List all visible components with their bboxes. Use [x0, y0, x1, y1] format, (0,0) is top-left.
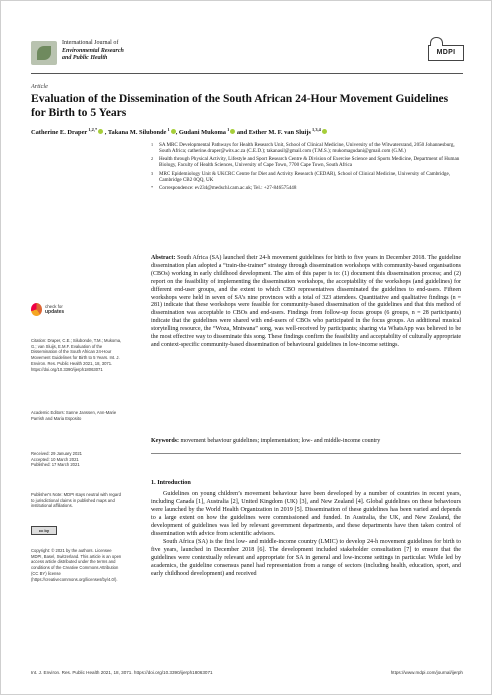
- header-divider: [31, 73, 463, 74]
- affiliation-number: 2: [151, 156, 154, 162]
- section-heading: 1. Introduction: [151, 479, 191, 486]
- citation-block: Citation: Draper, C.E.; Silubonde, T.M.; Mukoma, G.; van Sluijs, E.M.F. Evaluation of the Dissemination of the South African 24-Hour Movement Guidelines for Birth to 5 Years. Int. J. Environ. Res. Public Health 2021, 18, 3071. https://doi.org/10.3390/ijerph18063071: [31, 338, 122, 372]
- article-type: Article: [31, 83, 48, 90]
- academic-editors: Academic Editors: Sanne Janssen, Ann-Marie Parrish and Maria Esposito: [31, 410, 117, 421]
- keywords: [151, 438, 461, 446]
- cc-by-badge: cc by: [31, 526, 57, 535]
- publication-dates: [31, 451, 123, 468]
- journal-name: [62, 40, 262, 63]
- author-list: [31, 126, 461, 137]
- check-updates-line1: check for: [45, 304, 63, 309]
- abstract-divider: [151, 453, 461, 454]
- journal-logo: [31, 41, 57, 65]
- author-name[interactable]: Gudani Mukoma: [178, 129, 226, 137]
- author-affiliation-marker: 1: [166, 127, 170, 132]
- affiliations: [151, 142, 461, 193]
- author-separator: ,: [175, 129, 179, 137]
- check-updates-icon: [31, 303, 42, 316]
- accepted-date: Accepted: 10 March 2021: [31, 456, 79, 462]
- check-for-updates-button[interactable]: [31, 303, 71, 329]
- journal-name-line3: and Public Health: [62, 55, 108, 62]
- check-updates-label: [45, 304, 75, 315]
- keywords-text: movement behaviour guidelines; implementation; low- and middle-income country: [180, 438, 381, 444]
- published-date: Published: 17 March 2021: [31, 462, 80, 468]
- affiliation-text: SA MRC Developmental Pathways for Health Research Unit, School of Clinical Medicine, University of the Witwatersrand, 2050 Johannesburg, South Africa; catherine.draper@wits.ac.za (C.E.D.); takanasil@gmail.com (T.M.S.); mukomagudani@gmail.com (G.M.): [159, 142, 455, 155]
- affiliation-text: Correspondence: ev234@medschl.cam.ac.uk; Tel.: +27-846575448: [159, 185, 297, 192]
- author-separator: ,: [103, 129, 108, 137]
- publisher-note: Publisher's Note: MDPI stays neutral with regard to jurisdictional claims in published maps and institutional affiliations.: [31, 492, 121, 509]
- author-affiliation-marker: 1,3,4: [310, 127, 321, 132]
- affiliation-item: [151, 142, 461, 154]
- paragraph-2: South Africa (SA) is the first low- and middle-income country (LMIC) to develop 24-h movement guidelines for birth to five years, launched in December 2018 [6]. The development included stakeholder consultation [7] to ensure that the guidelines were contextually relevant and appropriate for SA in general and low-income settings in particular. While led by academics, the guideline consensus panel had representation from a range of sectors (including health, education, sport, and early childhood development) and received: [151, 538, 461, 577]
- affiliation-item: [151, 171, 461, 183]
- paper-title: Evaluation of the Dissemination of the South African 24-Hour Movement Guidelines for Birth to 5 Years: [31, 92, 449, 119]
- affiliation-item: [151, 156, 461, 168]
- footer-journal-link[interactable]: https://www.mdpi.com/journal/ijerph: [390, 670, 463, 675]
- abstract-text: South Africa (SA) launched their 24-h movement guidelines for birth to five years in December 2018. The guideline dissemination plan adopted a “train-the-trainer” strategy through dissemination workshops with community-based organisations (CBOs) working in early childhood development. The aim of this paper is to: (1) document this dissemination process; and (2) report on the feasibility of implementing the dissemination workshops, the acceptability of the workshops (and guidelines) for different end-user groups, and the extent to which CBO representatives disseminated the guidelines to end-users. Fifteen workshops were held in seven of SA’s nine provinces with a total of 323 attendees. Quantitative and qualitative findings (n = 281) indicate that these workshops were feasible for community-based dissemination of the guidelines and that this method of dissemination was acceptable to CBOs and end-users. Findings from follow-up focus groups (6 groups, n = 28 participants) indicate that the guidelines were shared with end-users of CBOs who participated in the focus groups. An additional musical storytelling resource, the “Woza, Mntwana” song, was well-received by participants; sharing via WhatsApp was believed to be the most effective way to disseminate this song. These findings confirm the feasibility and acceptability of culturally appropriate and context-specific community-based dissemination of behavioural guidelines in low-income settings.: [151, 255, 461, 348]
- affiliation-number: 1: [151, 142, 154, 147]
- journal-name-line1: International Journal of: [62, 40, 119, 46]
- section-body: [151, 491, 461, 578]
- author-affiliation-marker: 1,2,*: [87, 127, 98, 132]
- affiliation-number: 3: [151, 170, 154, 176]
- received-date: Received: 29 January 2021: [31, 451, 82, 456]
- footer-citation: Int. J. Environ. Res. Public Health 2021, 18, 3071. https://doi.org/10.3390/ijerph18063071: [31, 670, 213, 675]
- leaf-icon: [37, 46, 51, 60]
- author-name[interactable]: Esther M. F. van Sluijs: [248, 129, 311, 137]
- author-name[interactable]: Takana M. Silubonde: [107, 129, 167, 137]
- author-name[interactable]: Catherine E. Draper: [31, 129, 88, 137]
- affiliation-text: MRC Epidemiology Unit & UKCRC Centre for Diet and Activity Research (CEDAR), School of Clinical Medicine, University of Cambridge, Cambridge CB2 0QQ, UK: [159, 170, 451, 183]
- abstract-label: Abstract:: [151, 255, 176, 261]
- abstract: [151, 255, 461, 350]
- affiliation-text: Health through Physical Activity, Lifestyle and Sport Research Centre & Division of Exercise Science and Sports Medicine, Department of Human Biology, Faculty of Health Sciences, University of Cape Town, 7700 Cape Town, South Africa: [159, 156, 460, 169]
- publisher-logo-arc: [430, 37, 443, 46]
- copyright-notice: Copyright: © 2021 by the authors. Licensee MDPI, Basel, Switzerland. This article is an open access article distributed under the terms and conditions of the Creative Commons Attribution (CC BY) license (https://creativecommons.org/licenses/by/4.0/).: [31, 548, 122, 582]
- author-separator: and: [235, 129, 249, 137]
- affiliation-number: *: [151, 185, 154, 191]
- affiliation-item: [151, 185, 461, 191]
- paragraph-1: Guidelines on young children’s movement behaviour have been developed by a number of countries in recent years, including Canada [1], Australia [2], United Kingdom (UK) [3], and New Zealand [4]. Global guidelines on these behaviours were launched by the World Health Organization in 2019 [5]. Dissemination of these guidelines has been varied and depends to a large extent on how the guidelines were commissioned and funded. In Australia, the UK, and New Zealand, the development of guidelines was led by relevant government departments, and these departments have then taken control of dissemination with advice from scientific advisors.: [151, 491, 461, 537]
- author-affiliation-marker: 1: [225, 127, 230, 132]
- license-badge-wrap: [31, 524, 123, 535]
- publisher-logo: [428, 45, 464, 61]
- check-updates-line2: updates: [45, 309, 65, 315]
- journal-name-line2: Environmental Research: [62, 47, 124, 54]
- keywords-label: Keywords:: [151, 438, 179, 444]
- orcid-icon[interactable]: [322, 129, 327, 134]
- publisher-name: MDPI: [436, 49, 456, 56]
